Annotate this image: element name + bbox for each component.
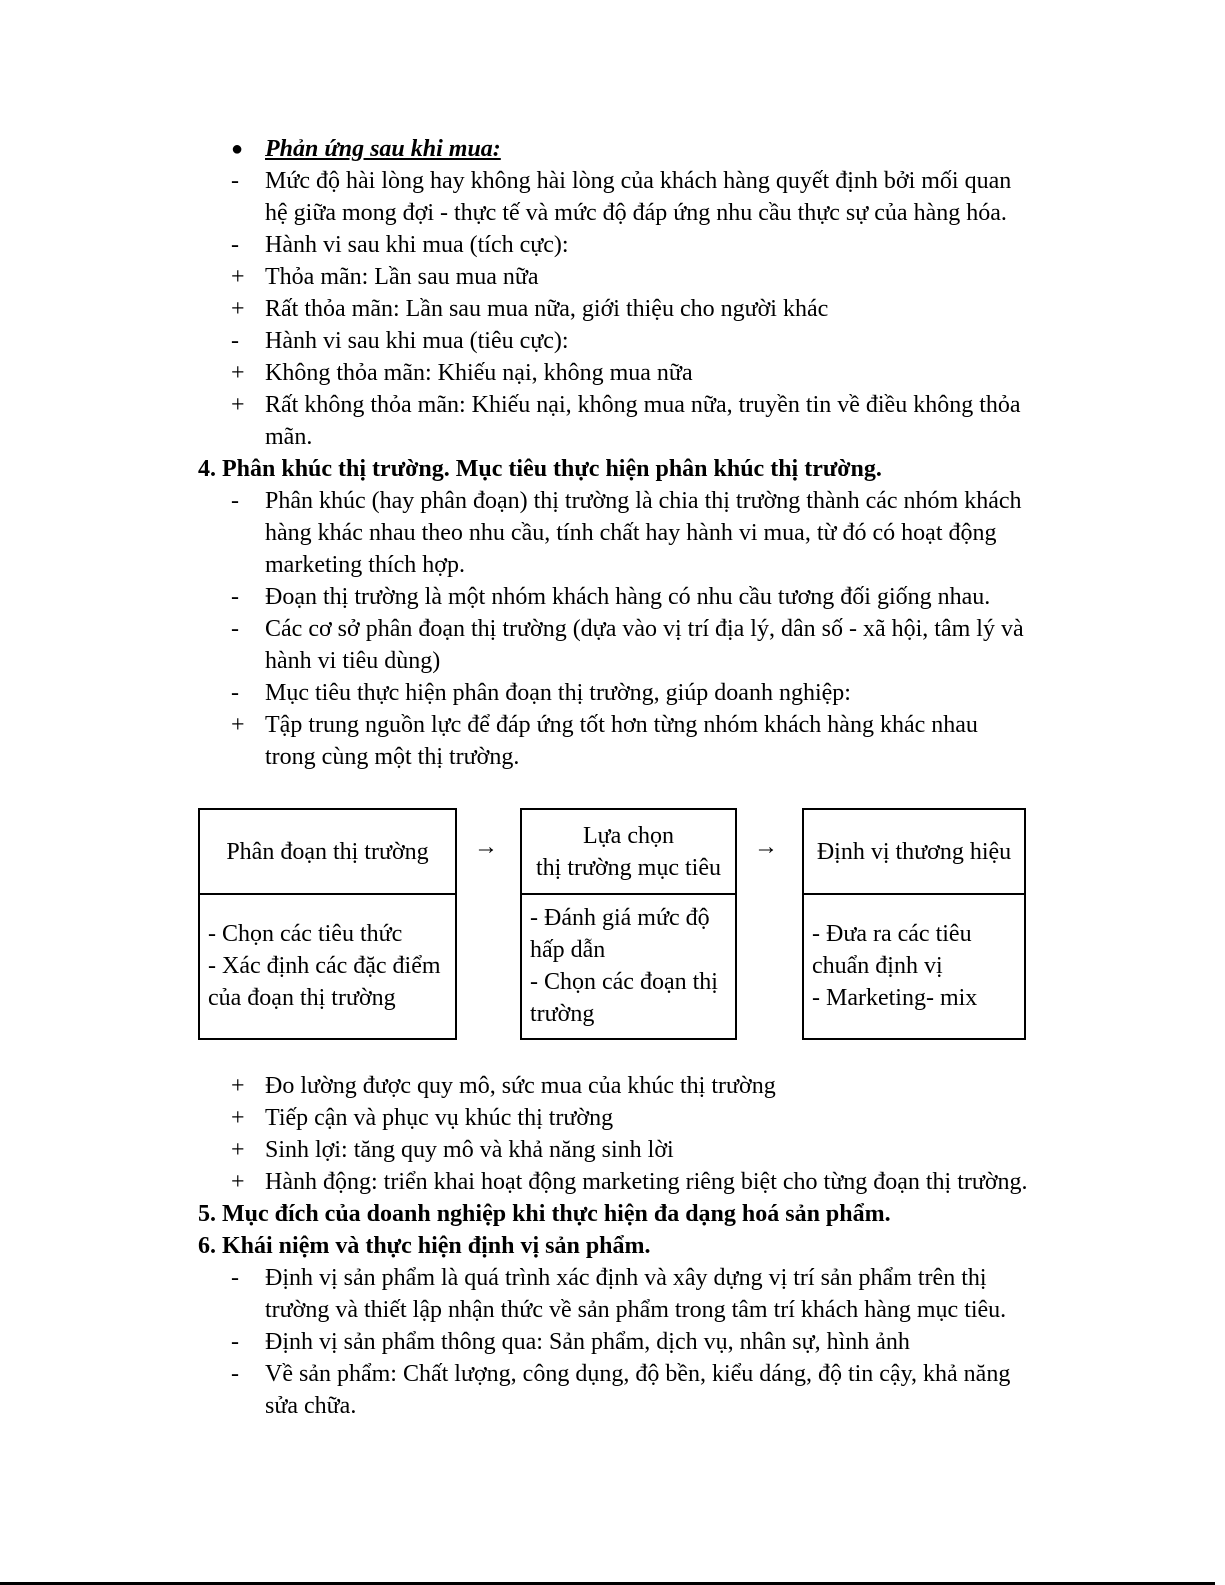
text-line: Phản ứng sau khi mua: bbox=[265, 136, 501, 162]
box-header-text: Định vị thương hiệu bbox=[816, 838, 1012, 865]
text-line: Đoạn thị trường là một nhóm khách hàng có nhu cầu tương đối giống nhau. bbox=[265, 584, 991, 610]
box-body bbox=[530, 893, 731, 1038]
text-line: 4. Phân khúc thị trường. Mục tiêu thực hiện phân khúc thị trường. bbox=[198, 456, 882, 482]
text-line: Phân khúc (hay phân đoạn) thị trường là chia thị trường thành các nhóm khách bbox=[265, 488, 1022, 514]
text-line: Các cơ sở phân đoạn thị trường (dựa vào vị trí địa lý, dân số - xã hội, tâm lý và bbox=[265, 616, 1024, 642]
text-line: hệ giữa mong đợi - thực tế và mức độ đáp ứng nhu cầu thực sự của hàng hóa. bbox=[265, 200, 1007, 226]
text-line: Về sản phẩm: Chất lượng, công dụng, độ bền, kiểu dáng, độ tin cậy, khả năng bbox=[265, 1361, 1011, 1387]
text-line: Rất thỏa mãn: Lần sau mua nữa, giới thiệu cho người khác bbox=[265, 296, 829, 322]
list-item bbox=[198, 677, 1058, 709]
plus-marker: + bbox=[231, 264, 245, 290]
list-item bbox=[198, 709, 1058, 773]
bullet-icon: ● bbox=[231, 138, 244, 160]
text-line: Định vị sản phẩm là quá trình xác định và xây dựng vị trí sản phẩm trên thị bbox=[265, 1265, 987, 1291]
text-line: Tiếp cận và phục vụ khúc thị trường bbox=[265, 1105, 614, 1131]
box-body-text: - Marketing- mix bbox=[812, 984, 978, 1011]
text-line: 5. Mục đích của doanh nghiệp khi thực hiện đa dạng hoá sản phẩm. bbox=[198, 1201, 891, 1227]
dash-marker: - bbox=[231, 1265, 239, 1291]
box-header bbox=[522, 810, 735, 895]
text-line: Mục tiêu thực hiện phân đoạn thị trường, giúp doanh nghiệp: bbox=[265, 680, 851, 706]
list-item bbox=[198, 1166, 1058, 1198]
list-item bbox=[198, 1102, 1058, 1134]
text-line: Thỏa mãn: Lần sau mua nữa bbox=[265, 264, 539, 290]
box-header bbox=[200, 810, 455, 895]
plus-marker: + bbox=[231, 1137, 245, 1163]
diagram-box-segmentation bbox=[198, 808, 457, 1040]
text-line: marketing thích hợp. bbox=[265, 552, 465, 578]
box-body-text: - Đánh giá mức độ bbox=[530, 904, 710, 931]
text-line: mãn. bbox=[265, 424, 313, 450]
plus-marker: + bbox=[231, 360, 245, 386]
plus-marker: + bbox=[231, 712, 245, 738]
text-line: Không thỏa mãn: Khiếu nại, không mua nữa bbox=[265, 360, 693, 386]
list-item bbox=[198, 389, 1058, 453]
plus-marker: + bbox=[231, 1073, 245, 1099]
list-item bbox=[198, 165, 1058, 229]
arrow-right-icon: → bbox=[754, 834, 778, 860]
box-body-text: trường bbox=[530, 1000, 595, 1027]
diagram-box-positioning bbox=[802, 808, 1026, 1040]
box-body-text: - Xác định các đặc điểm bbox=[208, 952, 441, 979]
box-body-text: của đoạn thị trường bbox=[208, 984, 396, 1011]
text-line: trong cùng một thị trường. bbox=[265, 744, 520, 770]
box-body bbox=[812, 893, 1020, 1038]
section-heading bbox=[198, 453, 1058, 485]
dash-marker: - bbox=[231, 488, 239, 514]
list-item bbox=[198, 1134, 1058, 1166]
text-line: Tập trung nguồn lực để đáp ứng tốt hơn từng nhóm khách hàng khác nhau bbox=[265, 712, 978, 738]
list-item bbox=[198, 1262, 1058, 1326]
box-body-text: - Chọn các tiêu thức bbox=[208, 920, 403, 947]
document-section-top bbox=[198, 133, 1058, 773]
plus-marker: + bbox=[231, 1169, 245, 1195]
list-item bbox=[198, 325, 1058, 357]
dash-marker: - bbox=[231, 328, 239, 354]
dash-marker: - bbox=[231, 616, 239, 642]
text-line: Hành vi sau khi mua (tích cực): bbox=[265, 232, 569, 258]
dash-marker: - bbox=[231, 1329, 239, 1355]
box-body-text: hấp dẫn bbox=[530, 936, 606, 963]
plus-marker: + bbox=[231, 1105, 245, 1131]
market-segmentation-diagram bbox=[0, 808, 1225, 1042]
text-line: hành vi tiêu dùng) bbox=[265, 648, 441, 674]
list-item bbox=[198, 261, 1058, 293]
box-body bbox=[208, 893, 451, 1038]
list-item bbox=[198, 229, 1058, 261]
text-line: trường và thiết lập nhận thức về sản phẩm trong tâm trí khách hàng mục tiêu. bbox=[265, 1297, 1007, 1323]
section-heading bbox=[198, 1198, 1058, 1230]
box-header bbox=[804, 810, 1024, 895]
box-header-text: Phân đoạn thị trường bbox=[226, 838, 429, 865]
text-line: Mức độ hài lòng hay không hài lòng của khách hàng quyết định bởi mối quan bbox=[265, 168, 1012, 194]
text-line: Đo lường được quy mô, sức mua của khúc thị trường bbox=[265, 1073, 776, 1099]
list-item bbox=[198, 1326, 1058, 1358]
dash-marker: - bbox=[231, 168, 239, 194]
dash-marker: - bbox=[231, 1361, 239, 1387]
list-item bbox=[198, 1070, 1058, 1102]
text-line: Hành động: triển khai hoạt động marketing riêng biệt cho từng đoạn thị trường. bbox=[265, 1169, 1028, 1195]
list-item bbox=[198, 613, 1058, 677]
dash-marker: - bbox=[231, 680, 239, 706]
text-line: Rất không thỏa mãn: Khiếu nại, không mua nữa, truyền tin về điều không thỏa bbox=[265, 392, 1021, 418]
box-header-text: Lựa chọn bbox=[583, 822, 674, 849]
dash-marker: - bbox=[231, 584, 239, 610]
diagram-box-targeting bbox=[520, 808, 737, 1040]
list-item bbox=[198, 485, 1058, 581]
list-item bbox=[198, 581, 1058, 613]
list-item bbox=[198, 357, 1058, 389]
box-body-text: chuẩn định vị bbox=[812, 952, 943, 979]
plus-marker: + bbox=[231, 392, 245, 418]
box-body-text: - Đưa ra các tiêu bbox=[812, 920, 972, 947]
plus-marker: + bbox=[231, 296, 245, 322]
list-item bbox=[198, 133, 1058, 165]
text-line: sửa chữa. bbox=[265, 1393, 357, 1419]
text-line: Hành vi sau khi mua (tiêu cực): bbox=[265, 328, 569, 354]
list-item bbox=[198, 1358, 1058, 1422]
dash-marker: - bbox=[231, 232, 239, 258]
box-body-text: - Chọn các đoạn thị bbox=[530, 968, 718, 995]
document-section-bottom bbox=[198, 1070, 1058, 1422]
section-heading bbox=[198, 1230, 1058, 1262]
list-item bbox=[198, 293, 1058, 325]
arrow-right-icon: → bbox=[474, 834, 498, 860]
box-header-text: thị trường mục tiêu bbox=[535, 854, 721, 881]
text-line: Sinh lợi: tăng quy mô và khả năng sinh lời bbox=[265, 1137, 674, 1163]
text-line: Định vị sản phẩm thông qua: Sản phẩm, dịch vụ, nhân sự, hình ảnh bbox=[265, 1329, 910, 1355]
text-line: 6. Khái niệm và thực hiện định vị sản phẩm. bbox=[198, 1233, 651, 1259]
text-line: hàng khác nhau theo nhu cầu, tính chất hay hành vi mua, từ đó có hoạt động bbox=[265, 520, 997, 546]
